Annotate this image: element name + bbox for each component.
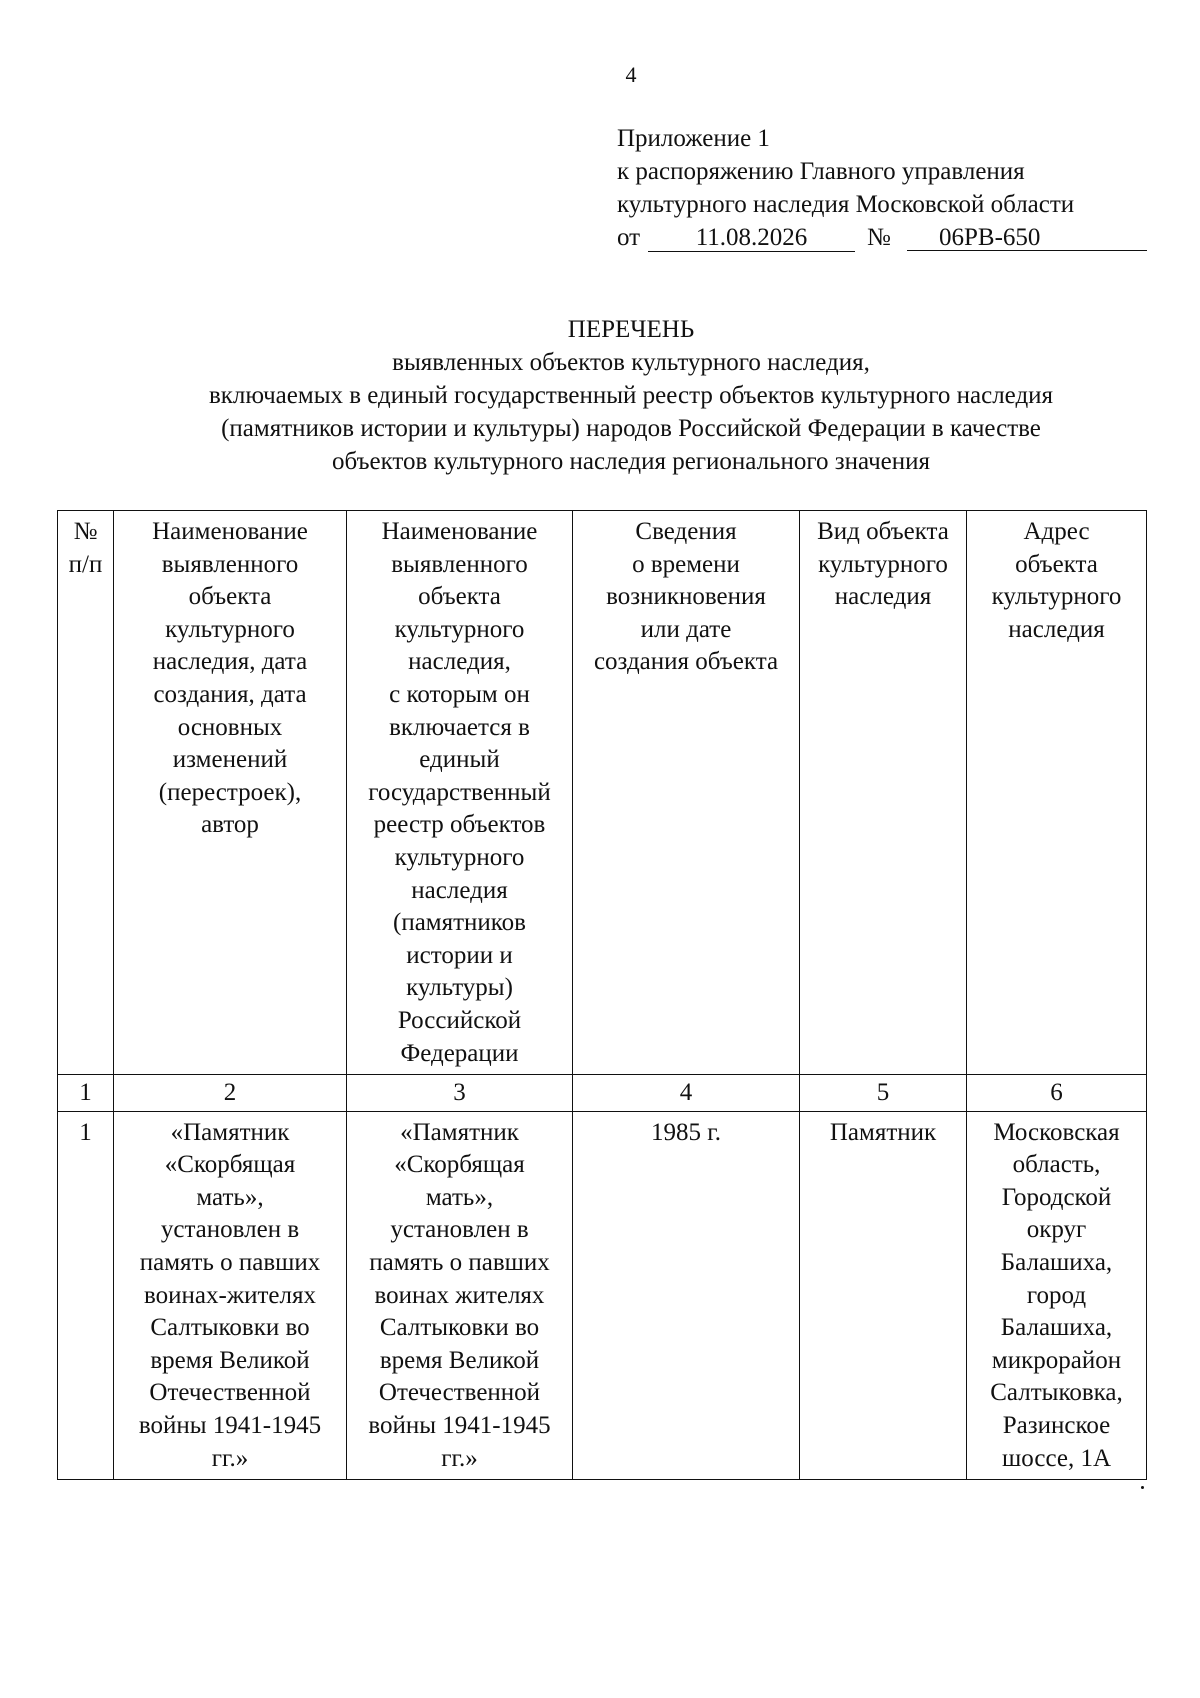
title-heading: ПЕРЕЧЕНЬ	[567, 316, 695, 343]
header-creation-date: Сведения о времени возникновения или дате создания объекта	[573, 511, 800, 1075]
heritage-objects-table	[57, 510, 1147, 1480]
header-object-name: Наименование выявленного объекта культурного наследия, дата создания, дата основных изменений (перестроек), автор	[114, 511, 347, 1075]
appendix-title: Приложение 1	[617, 125, 770, 152]
date-value: 11.08.2026	[648, 221, 855, 252]
column-number: 4	[573, 1075, 800, 1112]
column-number: 3	[347, 1075, 573, 1112]
date-label: от	[617, 224, 641, 251]
table-header-row	[58, 511, 1147, 1075]
address-cell: Московская область, Городской округ Балашиха, город Балашиха, микрорайон Салтыковка, Разинское шоссе, 1А	[967, 1111, 1147, 1480]
appendix-authority-line: культурного наследия Московской области	[617, 191, 1075, 218]
header-registry-name: Наименование выявленного объекта культурного наследия, с которым он включается в единый государственный реестр объектов культурного наследия (памятников истории и культуры) Российской Федерации	[347, 511, 573, 1075]
creation-date-cell: 1985 г.	[573, 1111, 800, 1480]
title-line-3: (памятников истории и культуры) народов Российской Федерации в качестве	[221, 415, 1041, 442]
column-number: 6	[967, 1075, 1147, 1112]
appendix-header	[617, 122, 1074, 254]
page-number: 4	[625, 62, 637, 87]
title-line-4: объектов культурного наследия регионального значения	[331, 448, 931, 475]
column-number: 5	[800, 1075, 967, 1112]
document-title	[0, 313, 1200, 478]
appendix-order-line: к распоряжению Главного управления	[617, 158, 1025, 185]
number-value: 06РВ-650	[907, 221, 1147, 251]
title-line-2: включаемых в единый государственный реестр объектов культурного наследия	[208, 382, 1054, 409]
stray-dot	[1141, 1486, 1144, 1489]
title-line-1: выявленных объектов культурного наследия,	[392, 349, 870, 376]
header-row-number: № п/п	[58, 511, 114, 1075]
header-address: Адрес объекта культурного наследия	[967, 511, 1147, 1075]
number-label: №	[867, 224, 891, 251]
column-number: 1	[58, 1075, 114, 1112]
table-row	[58, 1111, 1147, 1480]
column-number: 2	[114, 1075, 347, 1112]
object-name-cell: «Памятник «Скорбящая мать», установлен в память о павших воинах-жителях Салтыковки во время Великой Отечественной войны 1941-1945 гг.»	[114, 1111, 347, 1480]
column-number-row	[58, 1075, 1147, 1112]
row-number-cell: 1	[58, 1111, 114, 1480]
appendix-date-number-line	[617, 221, 1074, 254]
header-object-type: Вид объекта культурного наследия	[800, 511, 967, 1075]
object-type-cell: Памятник	[800, 1111, 967, 1480]
registry-name-cell: «Памятник «Скорбящая мать», установлен в память о павших воинах жителях Салтыковки во время Великой Отечественной войны 1941-1945 гг.»	[347, 1111, 573, 1480]
